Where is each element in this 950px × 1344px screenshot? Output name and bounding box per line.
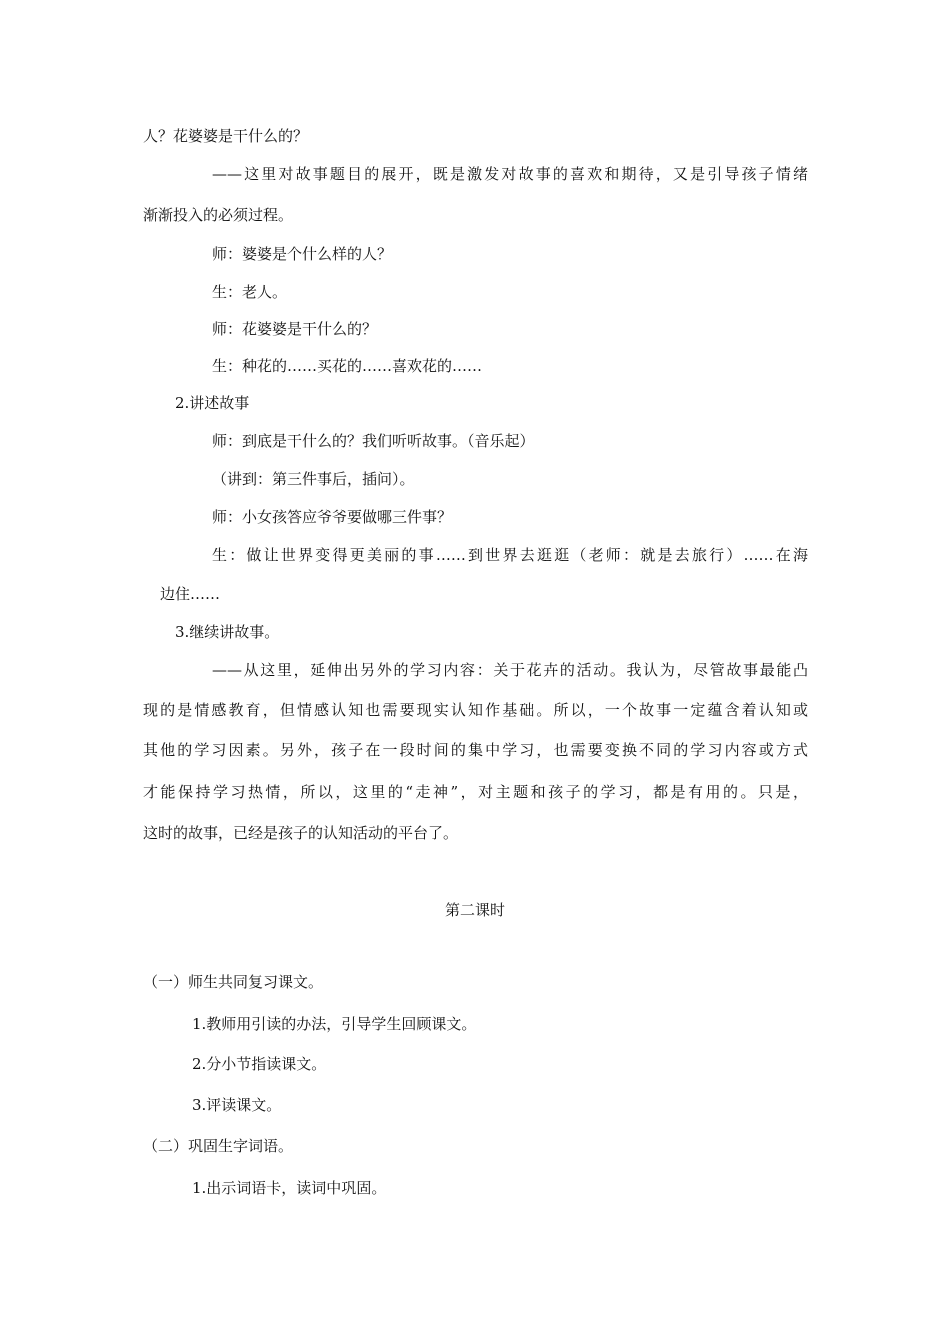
commentary-line: ——从这里，延伸出另外的学习内容：关于花卉的活动。我认为，尽管故事最能凸	[212, 661, 808, 679]
commentary-line: 其他的学习因素。另外，孩子在一段时间的集中学习，也需要变换不同的学习内容或方式	[143, 741, 808, 759]
dialogue-line: 生：种花的……买花的……喜欢花的……	[212, 357, 483, 375]
section-title: 第二课时	[444, 901, 505, 919]
dialogue-line: 生：老人。	[212, 283, 288, 301]
lesson-item: 3.评读课文。	[192, 1096, 282, 1114]
lesson-item: 1.出示词语卡，读词中巩固。	[192, 1179, 387, 1197]
lesson-item: 1.教师用引读的办法，引导学生回顾课文。	[192, 1015, 477, 1033]
lesson-item: 2.分小节指读课文。	[192, 1055, 327, 1073]
commentary-line: 才能保持学习热情，所以，这里的“走神”，对主题和孩子的学习，都是有用的。只是，	[143, 783, 808, 801]
step-heading: 2.讲述故事	[175, 394, 250, 412]
dialogue-line: 师：花婆婆是干什么的？	[212, 320, 378, 338]
commentary-line: 这时的故事，已经是孩子的认知活动的平台了。	[143, 824, 459, 842]
commentary-line: ——这里对故事题目的展开，既是激发对故事的喜欢和期待，又是引导孩子情绪	[212, 165, 808, 183]
paragraph-line: 人？花婆婆是干什么的？	[143, 127, 309, 145]
dialogue-line: 师：婆婆是个什么样的人？	[212, 245, 393, 263]
dialogue-line: 边住……	[160, 585, 221, 603]
commentary-line: 现的是情感教育，但情感认知也需要现实认知作基础。所以，一个故事一定蕴含着认知或	[143, 701, 808, 719]
dialogue-line: （讲到：第三件事后，插问）。	[212, 470, 415, 488]
commentary-line: 渐渐投入的必须过程。	[143, 206, 294, 224]
step-heading: 3.继续讲故事。	[175, 623, 280, 641]
dialogue-line: 生：做让世界变得更美丽的事……到世界去逛逛（老师：就是去旅行）……在海	[212, 546, 808, 564]
lesson-heading: （一）师生共同复习课文。	[143, 973, 324, 991]
lesson-heading: （二）巩固生字词语。	[143, 1137, 294, 1155]
dialogue-line: 师：小女孩答应爷爷要做哪三件事？	[212, 508, 453, 526]
dialogue-line: 师：到底是干什么的？我们听听故事。（音乐起）	[212, 432, 535, 450]
